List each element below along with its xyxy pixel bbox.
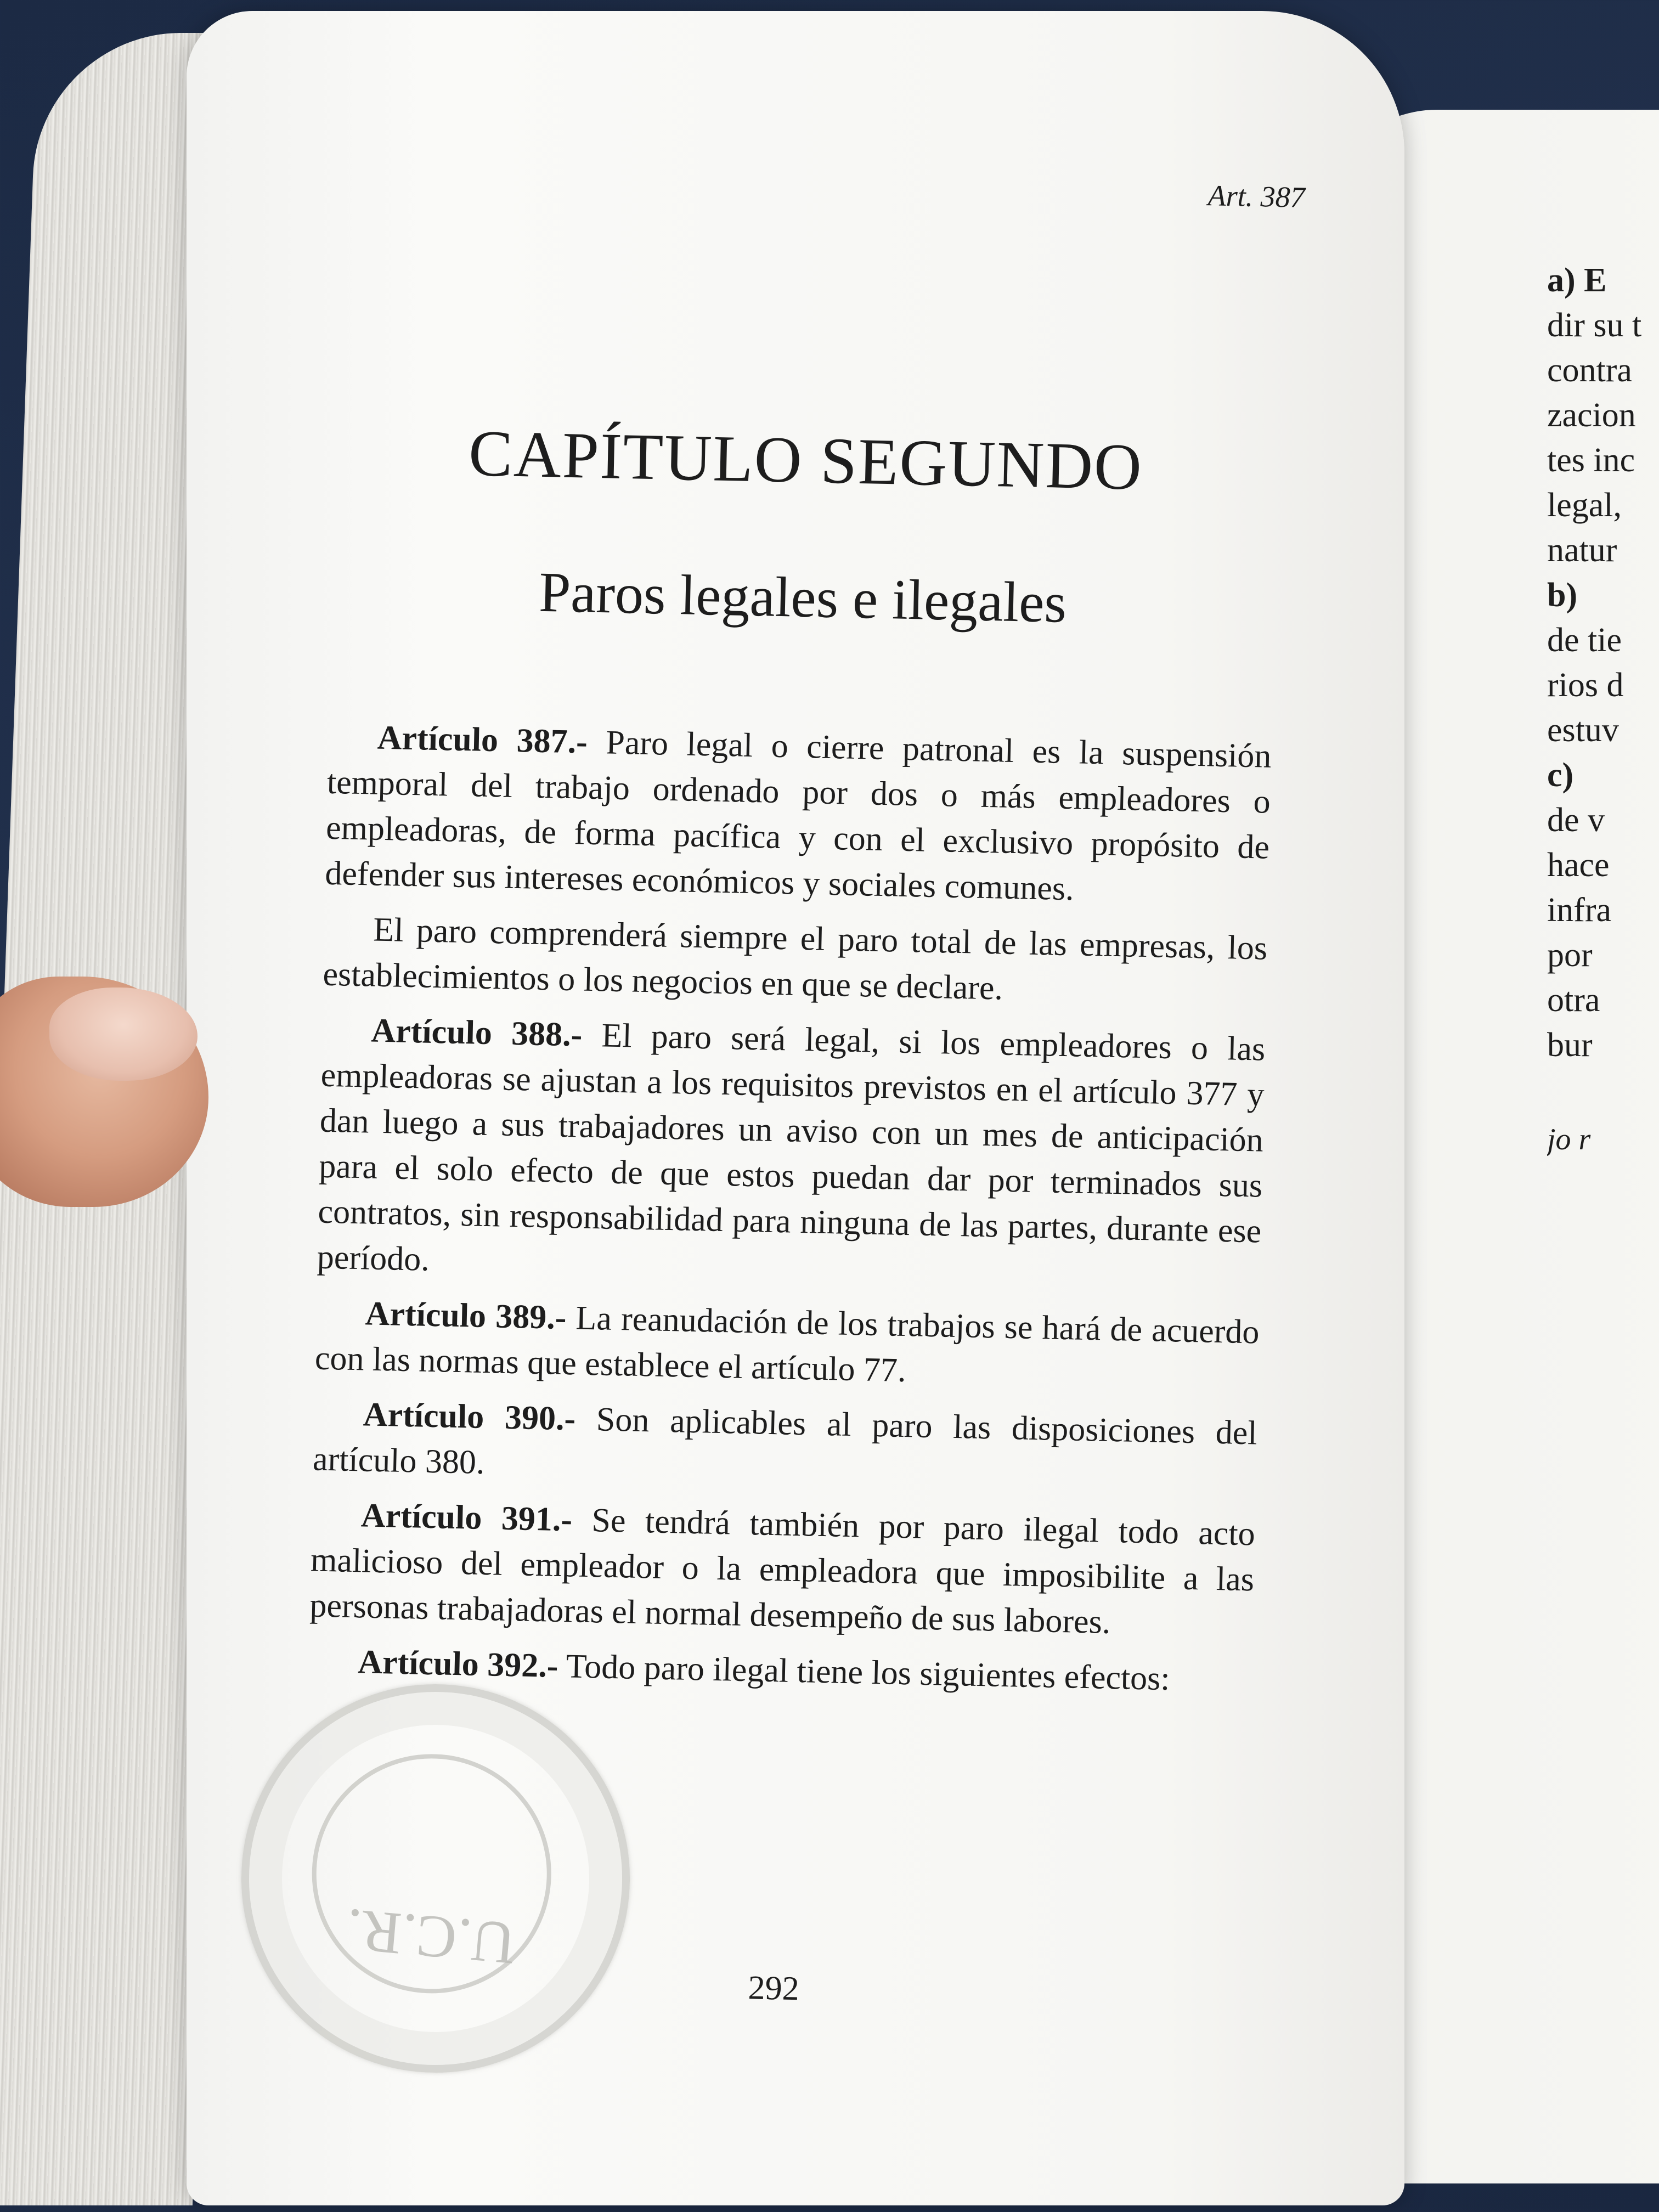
article-body: El paro será legal, si los empleadores o las empleadoras se ajustan a los requisitos previstos en el artículo 377 y dan luego a sus trabajadores un aviso con un mes de anticipación para el solo efecto de que estos puedan dar por terminados sus contratos, sin responsabilidad para ninguna de las partes, durante ese período.	[317, 1016, 1266, 1278]
right-page-line: a) E	[1547, 262, 1607, 299]
right-page-line: estuv	[1547, 712, 1619, 749]
article-387	[325, 714, 1272, 916]
section-title: Paros legales e ilegales	[538, 560, 1068, 635]
article-label: Artículo 390.-	[363, 1396, 576, 1438]
article-label: Artículo 389.-	[365, 1295, 567, 1337]
right-page-footnote: jo r	[1547, 1122, 1591, 1156]
article-388	[317, 1007, 1266, 1300]
right-page-line: b)	[1547, 577, 1578, 614]
right-page-line: de tie	[1547, 622, 1622, 659]
right-page-line: por	[1547, 936, 1593, 974]
article-body: El paro comprenderá siempre el paro total de las empresas, los establecimientos o los negocios en que se declare.	[322, 911, 1268, 1007]
right-page-line: de v	[1547, 802, 1605, 839]
article-label: Artículo 391.-	[360, 1497, 573, 1539]
right-page-line: zacion	[1547, 397, 1636, 434]
article-body: Son aplicables al paro las disposiciones del artículo 380.	[312, 1400, 1258, 1482]
article-label: Artículo 387.-	[377, 719, 588, 761]
article-390	[312, 1391, 1257, 1502]
right-page-line: infra	[1547, 891, 1612, 929]
right-page-line: c)	[1547, 757, 1574, 794]
right-page-line: tes inc	[1547, 442, 1635, 479]
article-body: La reanudación de los trabajos se hará de acuerdo con las normas que establece el artículo 77.	[314, 1299, 1260, 1390]
article-body: Paro legal o cierre patronal es la suspensión temporal del trabajo ordenado por dos o más empleadores o empleadoras, de forma pacífica y con el exclusivo propósito de defender sus intereses económicos y sociales comunes.	[324, 723, 1272, 908]
chapter-title: CAPÍTULO SEGUNDO	[467, 416, 1144, 504]
right-page-line: rios d	[1547, 667, 1624, 704]
right-page-line: otra	[1547, 981, 1600, 1019]
right-page-line: contra	[1547, 352, 1632, 389]
right-page-line: bur	[1547, 1026, 1593, 1064]
right-page-line: dir su t	[1547, 307, 1642, 344]
article-387-paragraph-2	[323, 906, 1268, 1017]
right-page-line: hace	[1547, 847, 1610, 884]
right-page-text-fragments	[1547, 258, 1659, 1162]
article-label: Artículo 392.-	[357, 1643, 559, 1685]
article-389	[314, 1290, 1260, 1401]
running-head: Art. 387	[1207, 179, 1306, 214]
right-page-line: natur	[1547, 532, 1617, 569]
article-label: Artículo 388.-	[370, 1012, 583, 1054]
seal-center-text: U.C.R.	[343, 1896, 518, 1978]
page-number: 292	[747, 1969, 800, 2008]
article-body: Se tendrá también por paro ilegal todo acto malicioso del empleador o la empleadora que imposibilite a las personas trabajadoras el normal desempeño de sus labores.	[309, 1501, 1256, 1641]
article-text	[308, 714, 1272, 1714]
article-391	[309, 1492, 1256, 1648]
article-body: Todo paro ilegal tiene los siguientes efectos:	[557, 1647, 1171, 1698]
right-page-line: legal,	[1547, 487, 1622, 524]
